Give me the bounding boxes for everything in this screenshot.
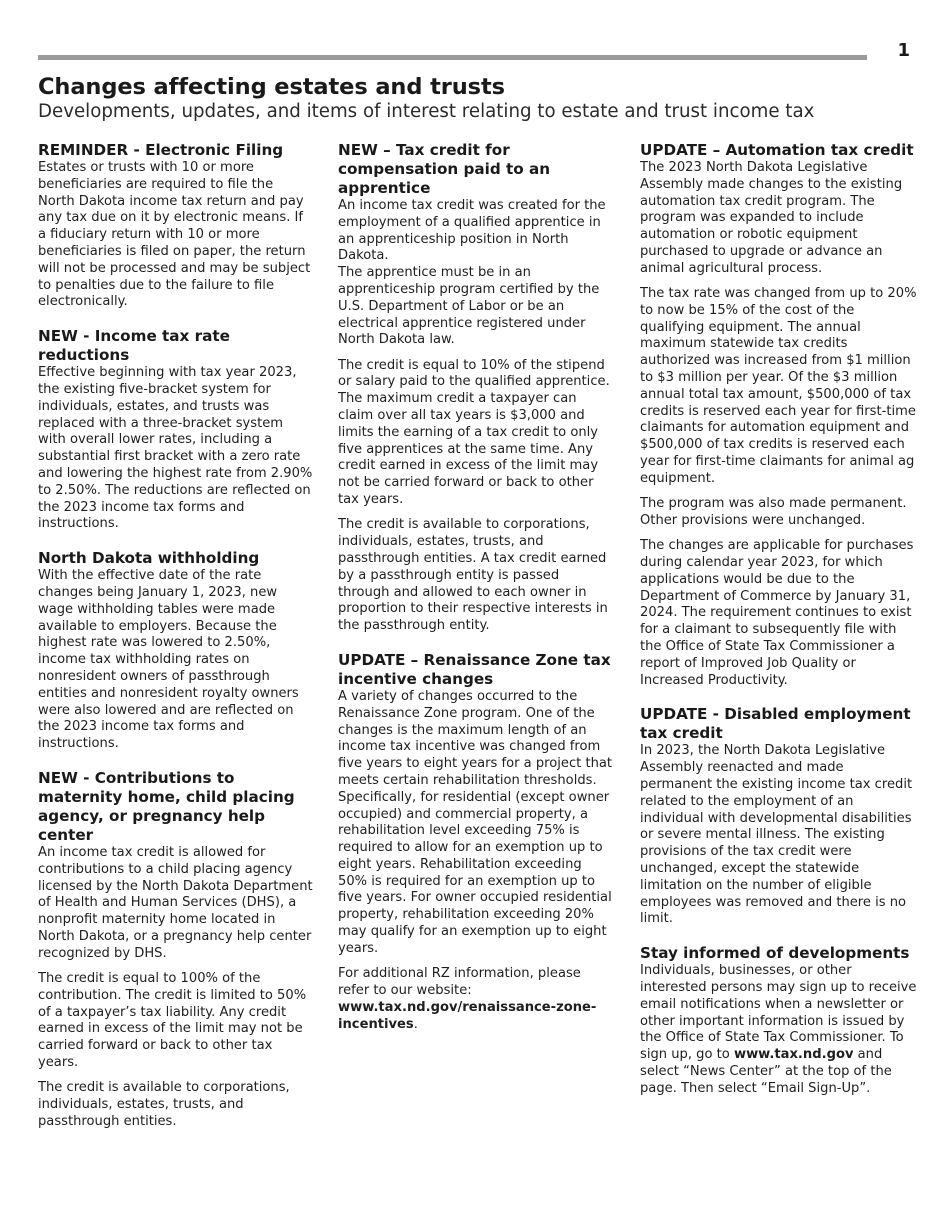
section-heading: UPDATE - Disabled employment tax credit [640, 705, 911, 743]
paragraph: With the effective date of the rate changes being January 1, 2023, new wage withholding tables were made available to employers. Because the highest rate was lowered to 2.50%, income tax withholding rates on nonresident owners of passthrough entities and nonresident royalty owners were also lowered and are reflected on the 2023 income tax forms and instructions. [38, 568, 299, 752]
section-heading: Stay informed of developments [640, 944, 910, 963]
paragraph-text: For additional RZ information, please refer to our website: [338, 966, 581, 998]
section-disabled-employment-credit [640, 705, 918, 928]
paragraph-text: Individuals, businesses, or other interested persons may sign up to receive email notifications when a newsletter or other important information is issued by the Office of State Tax Commissioner. To sign up, go to [640, 963, 917, 1063]
section-automation-credit [640, 141, 918, 689]
section-heading: NEW - Income tax rate reductions [38, 327, 230, 365]
section-stay-informed [640, 944, 918, 1097]
section-nd-withholding [38, 549, 313, 753]
paragraph: Effective beginning with tax year 2023, the existing five-bracket system for individuals, estates, and trusts was replaced with a three-bracket system with overall lower rates, including a substantial first bracket with a zero rate and lowering the highest rate from 2.90% to 2.50%. The reductions are reflected on the 2023 income tax forms and instructions. [38, 365, 313, 532]
paragraph: The 2023 North Dakota Legislative Assembly made changes to the existing automation tax credit program. The program was expanded to include automation or robotic equipment purchased to upgrade or advance an animal agricultural process. [640, 160, 903, 276]
paragraph: In 2023, the North Dakota Legislative Assembly reenacted and made permanent the existing income tax credit related to the employment of an individual with developmental disabilities or severe mental illness. The existing provisions of the tax credit were unchanged, except the statewide limitation on the number of eligible employees was removed and there is no limit. [640, 743, 913, 927]
section-income-tax-rate-reductions [38, 327, 313, 533]
column-1 [38, 141, 313, 1147]
paragraph: The credit is available to corporations, individuals, estates, trusts, and passthrough entities. [38, 1080, 290, 1129]
paragraph-text: . [413, 1016, 418, 1032]
paragraph: The credit is equal to 10% of the stipend or salary paid to the qualified apprentice. The maximum credit a taxpayer can claim over all tax years is $3,000 and limits the earning of a tax credit to only five apprentices at the same time. Any credit earned in excess of the limit may not be carried forward or back to other tax years. [338, 357, 610, 508]
page-title: Changes affecting estates and trusts [38, 74, 505, 100]
section-apprentice-credit [338, 141, 614, 635]
paragraph: Estates or trusts with 10 or more beneficiaries are required to file the North Dakota income tax return and pay any tax due on it by electronic means. If a fiduciary return with 10 or more beneficiaries is filed on paper, the return will not be processed and may be subject to penalties due to the failure to file electronically. [38, 160, 311, 310]
paragraph: The credit is available to corporations, individuals, estates, trusts, and passthrough entities. A tax credit earned by a passthrough entity is passed through and allowed to each owner in proportion to their respective interests in the passthrough entity. [338, 517, 608, 634]
paragraph: The credit is equal to 100% of the contribution. The credit is limited to 50% of a taxpayer’s tax liability. Any credit earned in excess of the limit may not be carried forward or back to other tax years. [38, 970, 307, 1070]
column-3 [640, 141, 918, 1114]
paragraph: The changes are applicable for purchases during calendar year 2023, for which applications would be due to the Department of Commerce by January 31, 2024. The requirement continues to exist for a claimant to subsequently file with the Office of State Tax Commissioner a report of Improved Job Quality or Increased Productivity. [640, 538, 914, 688]
paragraph-with-link [338, 966, 614, 1033]
section-maternity-home-contributions [38, 769, 313, 1131]
section-heading: REMINDER - Electronic Filing [38, 141, 284, 159]
section-heading: NEW – Tax credit for compensation paid to an apprentice [338, 141, 551, 197]
header-rule [38, 55, 867, 60]
paragraph: A variety of changes occurred to the Renaissance Zone program. One of the changes is the maximum length of an income tax incentive was changed from five years to eight years for a project that meets certain rehabilitation thresholds. Specifically, for residential (except owner occupied) and commercial property, a rehabilitation level exceeding 75% is required to allow for an exemption up to eight years. Rehabilitation exceeding 50% is required for an exemption up to five years. For owner occupied residential property, rehabilitation exceeding 20% may qualify for an exemption up to eight years. [338, 688, 613, 956]
paragraph: An income tax credit was created for the employment of a qualified apprentice in an apprenticeship position in North Dakota. [338, 198, 606, 264]
section-heading: North Dakota withholding [38, 549, 260, 568]
section-heading: UPDATE – Automation tax credit [640, 141, 914, 159]
renaissance-zone-link[interactable]: www.tax.nd.gov/renaissance-zone-incentives [338, 999, 597, 1032]
paragraph-text: and select “News Center” at the top of the page. Then select “Email Sign-Up”. [640, 1047, 892, 1096]
section-heading: NEW - Contributions to maternity home, child placing agency, or pregnancy help center [38, 768, 295, 844]
section-electronic-filing [38, 141, 313, 311]
paragraph: The apprentice must be in an apprenticeship program certified by the U.S. Department of Labor or be an electrical apprentice registered under North Dakota law. [338, 265, 600, 348]
tax-website-link[interactable]: www.tax.nd.gov [733, 1047, 854, 1063]
paragraph: An income tax credit is allowed for contributions to a child placing agency licensed by the North Dakota Department of Health and Human Services (DHS), a nonprofit maternity home located in North Dakota, or a pregnancy help center recognized by DHS. [38, 844, 313, 961]
page-number: 1 [897, 40, 910, 61]
page-subtitle: Developments, updates, and items of interest relating to estate and trust income tax [38, 101, 815, 122]
section-heading: UPDATE – Renaissance Zone tax incentive changes [338, 650, 611, 688]
paragraph-with-link [640, 963, 918, 1097]
paragraph: The program was also made permanent. Other provisions were unchanged. [640, 496, 907, 528]
paragraph: The tax rate was changed from up to 20% to now be 15% of the cost of the qualifying equipment. The annual maximum statewide tax credits authorized was increased from $1 million to $3 million per year. Of the $3 million annual total tax amount, $500,000 of tax credits is reserved each year for first-time claimants for automation equipment and $500,000 of tax credits is reserved each year for first-time claimants for animal ag equipment. [640, 286, 917, 486]
column-2 [338, 141, 614, 1049]
section-renaissance-zone [338, 651, 614, 1033]
